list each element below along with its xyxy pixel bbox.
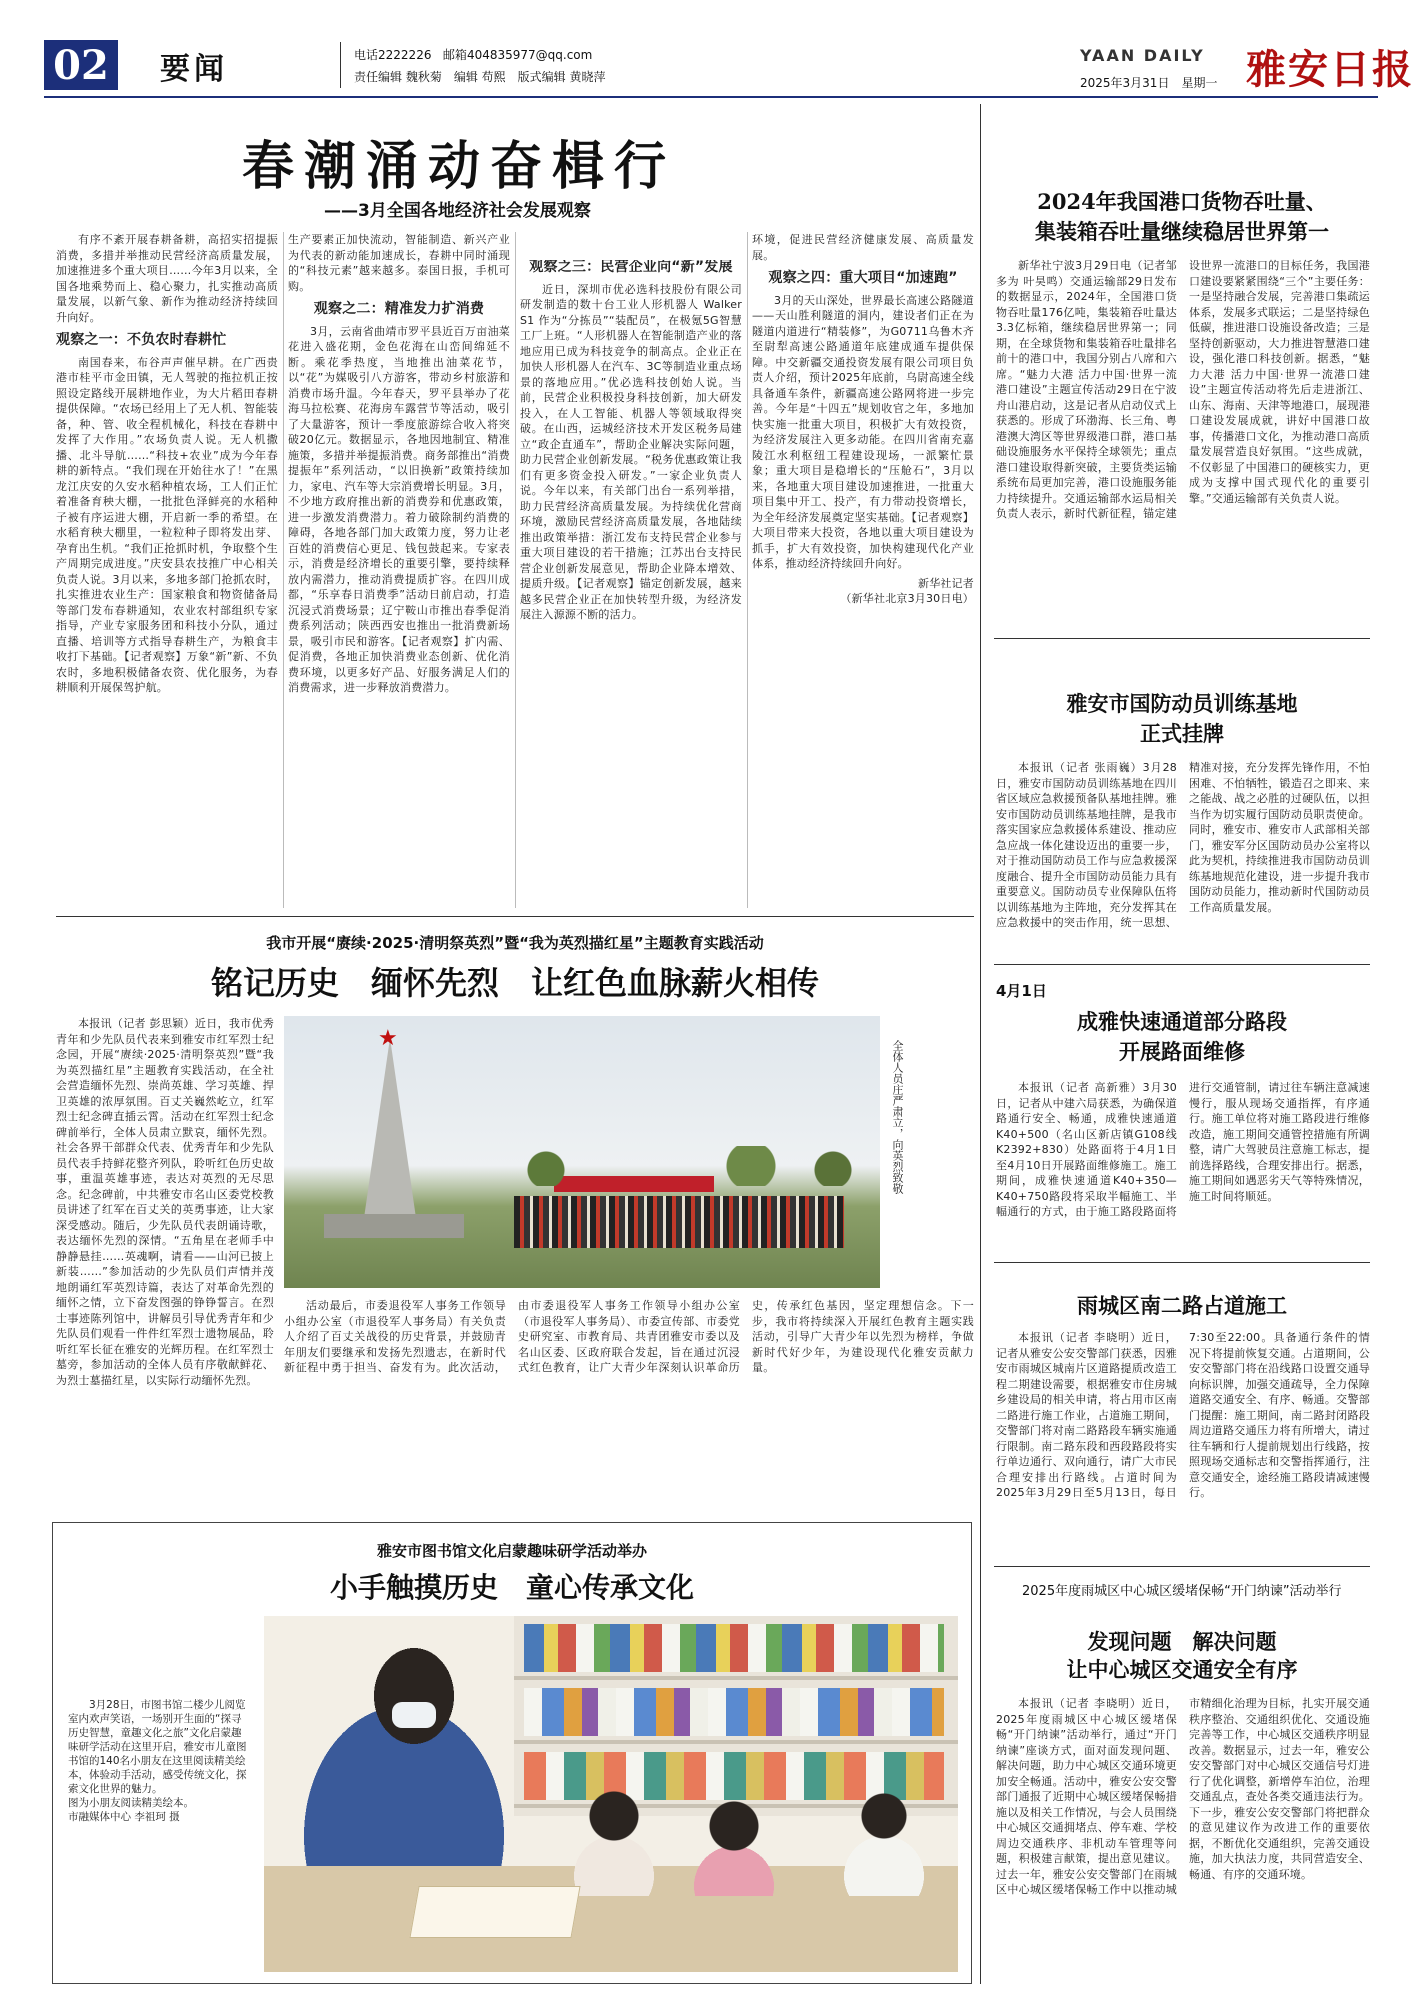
children bbox=[564, 1786, 944, 1896]
library-caption: 3月28日，市图书馆二楼少儿阅览室内欢声笑语，一场别开生面的“探寻历史智慧，童趣文化之旅”文化启蒙趣味研学活动在这里开启，雅安市儿童图书馆的140名小朋友在这里阅读精美绘本，体验动手活动，感受传统文化，探索文化世界的魅力。 图为小朋友阅读精美绘本。 市融媒体中心 李祖珂 摄 bbox=[68, 1699, 247, 1823]
lead-s4-intro: 环境，促进民营经济健康发展、高质量发展。 bbox=[752, 233, 974, 262]
traffic-title-1: 发现问题 解决问题 bbox=[1087, 1629, 1277, 1654]
ports-title-1: 2024年我国港口货物吞吐量、 bbox=[1037, 189, 1327, 214]
tel-label: 电话 bbox=[354, 48, 379, 62]
email-label: 邮箱 bbox=[442, 48, 467, 62]
email: 404835977@qq.com bbox=[466, 48, 593, 62]
open-book bbox=[409, 1886, 580, 1938]
lead-byline: 新华社记者 （新华社北京3月30日电） bbox=[840, 576, 974, 605]
remember-body-left-text: 本报讯（记者 彭思颖）近日，我市优秀青年和少先队员代表来到雅安市红军烈士纪念园，开展“赓续·2025·清明祭英烈”暨“我为英烈描红星”主题教育实践活动，在全社会营造缅怀先烈、崇尚英雄、学习英雄、捍卫英雄的浓厚氛围。百丈关巍然屹立，红军烈士纪念碑直插云霄。活动在红军烈士纪念碑前举行，全体人员肃立默哀，缅怀先烈。社会各界干部群众代表、优秀青年和少先队员代表手持鲜花整齐列队，聆听红色历史故事，重温英雄事迹，表达对英烈的无尽思念。纪念碑前，中共雅安市名山区委党校教员讲述了红军在百丈关的英勇事迹，让大家深受感动。随后，少先队员代表朗诵诗歌，表达缅怀先烈的深情。“五角星在老师手中静静悬挂……英魂啊，请看——山河已披上新装……”参加活动的少先队员们声情并茂地朗诵红军英烈诗篇，表达了对革命先烈的缅怀之情，立下奋发图强的铮铮誓言。在烈士事迹陈列馆中，讲解员引导优秀青年和少先队员们观看一件件红军烈士遗物展品，聆听红军长征在雅安的光辉历程。在红军烈士墓旁，参加活动的全体人员有序敬献鲜花、为烈士墓描红星，以实际行动缅怀先烈。 bbox=[56, 1017, 274, 1387]
traffic-title-2: 让中心城区交通安全有序 bbox=[1066, 1657, 1298, 1682]
lead-s2-intro: 生产要素正加快流动，智能制造、新兴产业为代表的新动能加速成长，春耕中同时涌现的“科技元素”越来越多。泰国日报，手机可购。 bbox=[288, 233, 510, 293]
paper-en: YAAN DAILY bbox=[1080, 46, 1205, 65]
lead-s3-body: 近日，深圳市优必选科技股份有限公司研发制造的数十台工业人形机器人 Walker S1 作为“分拣员”“装配员”，在极氪5G智慧工厂上班。“人形机器人在智能制造产业的落地应用已成为科技竞争的制高点。企业正在加快人形机器人在汽车、3C等制造业重点场景的落地应用。”优必选科技创始人说。当前，民营企业积极投身科技创新，加大研发投入，在人工智能、机器人等领域取得突破。在山西，运城经济技术开发区税务局建立“政企直通车”，帮助企业解决实际问题，助力民营企业创新发展。“税务优惠政策让我们有更多资金投入研发。”一家企业负责人说。今年以来，有关部门出台一系列举措，助力民营经济高质量发展。为持续优化营商环境，激励民营经济高质量发展，各地陆续推出政策举措：浙江发布支持民营企业参与重大项目建设的若干措施；江苏出台支持民营企业创新发展意见，帮助企业降本增效、提质升级。【记者观察】锚定创新发展，越来越多民营企业正在加快转型升级，为经济发展注入源源不断的活力。 bbox=[520, 282, 742, 621]
traffic-body bbox=[996, 1696, 1370, 1978]
crowd bbox=[514, 1196, 844, 1248]
road-body bbox=[996, 1080, 1370, 1252]
remember-kicker: 我市开展“赓续·2025·清明祭英烈”暨“我为英烈描红星”主题教育实践活动 bbox=[266, 934, 764, 952]
main-vertical-divider bbox=[980, 104, 981, 1984]
page-number: 02 bbox=[53, 42, 109, 89]
lead-col-1 bbox=[56, 232, 278, 908]
road-date-tag: 4月1日 bbox=[996, 982, 1047, 1000]
nanerlu-title: 雨城区南二路占道施工 bbox=[1077, 1293, 1287, 1318]
issue-date: 2025年3月31日 星期一 bbox=[1080, 76, 1218, 90]
lead-col-4 bbox=[752, 232, 974, 908]
contact-line bbox=[354, 46, 592, 63]
library-title: 小手触摸历史 童心传承文化 bbox=[329, 1571, 694, 1604]
lead-s4-title: 观察之四：重大项目“加速跑” bbox=[768, 270, 958, 286]
ports-body bbox=[996, 258, 1370, 630]
defense-body bbox=[996, 760, 1370, 956]
ports-body-text: 新华社宁波3月29日电（记者邹多为 叶昊鸣）交通运输部29日发布的数据显示，2024年，全国港口货物吞吐量176亿吨，集装箱吞吐量达3.3亿标箱，继续稳居世界第一；同期，在全球货物和集装箱吞吐量排名前十的港口中，我国分别占八席和六席。“魅力大港 活力中国·世界一流港口建设”主题宣传活动29日在宁波舟山港启动，这是记者从启动仪式上获悉的。形成了环渤海、长三角、粤港澳大湾区等世界级港口群，港口基础设施服务水平保持全球领先；重点港口建设取得新突破，主要货类运输系统布局更加完善，港口设施服务能力持续提升。交通运输部水运局相关负责人表示，新时代新征程，锚定建设世界一流港口的目标任务，我国港口建设要紧紧围绕“三个”主要任务：一是坚持融合发展，完善港口集疏运体系，发展多式联运；二是坚持绿色低碳，推进港口设施设备改造；三是坚持创新驱动，大力推进智慧港口建设，强化港口科技创新。据悉，“魅力大港 活力中国·世界一流港口建设”主题宣传活动将先后走进浙江、山东、海南、天津等地港口，展现港口建设发展成就，讲好中国港口故事，传播港口文化，为推动港口高质量发展营造良好氛围。“这些成就，不仅彰显了中国港口的硬核实力，更成为支撑中国式现代化的重要引擎。”交通运输部有关负责人说。 bbox=[996, 259, 1370, 520]
library-photo bbox=[264, 1616, 958, 1972]
editors-line: 责任编辑 魏秋菊 编辑 苟熙 版式编辑 黄晓萍 bbox=[354, 70, 606, 84]
lead-s1-title: 观察之一：不负农时春耕忙 bbox=[56, 332, 227, 348]
nanerlu-body bbox=[996, 1330, 1370, 1558]
defense-title-2: 正式挂牌 bbox=[1140, 721, 1224, 746]
defense-bottom-rule bbox=[994, 964, 1370, 965]
section-name: 要闻 bbox=[160, 52, 228, 87]
lead-s2-title: 观察之二：精准发力扩消费 bbox=[313, 301, 485, 317]
road-title-2: 开展路面维修 bbox=[1119, 1039, 1245, 1064]
remember-body-bottom-text: 活动最后，市委退役军人事务工作领导小组办公室（市退役军人事务局）有关负责人介绍了百丈关战役的历史背景，并鼓励青年朋友们要继承和发扬先烈遗志，在新时代新征程中勇于担当、奋发有为。此次活动，由市委退役军人事务工作领导小组办公室（市退役军人事务局）、市委宣传部、市委党史研究室、市教育局、共青团雅安市委以及名山区委、区政府联合发起，旨在通过沉浸式红色教育，让广大青少年深刻认识革命历史，传承红色基因，坚定理想信念。下一步，我市将持续深入开展红色教育主题实践活动，引导广大青少年以先烈为榜样，争做新时代好少年，为建设现代化雅安贡献力量。 bbox=[284, 1299, 974, 1374]
remember-body-bottom bbox=[284, 1298, 974, 1504]
lead-intro: 有序不紊开展春耕备耕，高招实招提振消费，多措并举推动民营经济高质量发展，加速推进多个重大项目……今年3月以来，全国各地乘势而上、稳心聚力，扎实推动高质量发展，以新气象、新作为推动经济持续回升向好。 bbox=[56, 233, 278, 324]
lead-s4-body: 3月的天山深处，世界最长高速公路隧道——天山胜利隧道的洞内，建设者们正在为隧道内道进行“精装修”，为G0711乌鲁木齐至尉犁高速公路通道年底建成通车提供保障。中交新疆交通投资发展有限公司项目负责人介绍，预计2025年底前，乌尉高速全线具备通车条件，新疆高速公路网将进一步完善。今年是“十四五”规划收官之年，多地加快实施一批重大项目，积极扩大有效投资，为经济发展注入更多动能。在四川省南充嘉陵江水利枢纽工程建设现场，一派繁忙景象；重大项目是稳增长的“压舱石”，3月以来，各地重大项目建设加速推进，一批重大项目集中开工、投产，有力带动投资增长，为全年经济发展奠定坚实基础。【记者观察】大项目带来大投资，各地以重大项目建设为抓手，扩大有效投资，加快构建现代化产业体系，推动经济持续回升向好。 bbox=[752, 293, 974, 570]
traffic-body-text: 本报讯（记者 李晓明）近日，2025年度雨城区中心城区缓堵保畅“开门纳谏”活动举行，通过“开门纳谏”座谈方式，面对面发现问题、解决问题，助力中心城区交通环境更加安全畅通。活动中，雅安公安交警部门通报了近期中心城区缓堵保畅措施以及相关工作情况，与会人员围绕中心城区交通拥堵点、停车难、学校周边交通秩序、非机动车管理等问题，积极建言献策，提出意见建议。过去一年，雅安公安交警部门在雨城区中心城区缓堵保畅工作中以推动城市精细化治理为目标，扎实开展交通秩序整治、交通组织优化、交通设施完善等工作，中心城区交通秩序明显改善。数据显示，过去一年，雅安公安交警部门对中心城区交通信号灯进行了优化调整，新增停车泊位，治理交通乱点，查处各类交通违法行为。下一步，雅安公安交警部门将把群众的意见建议作为改进工作的重要依据，不断优化交通组织，完善交通设施，加大执法力度，共同营造安全、畅通、有序的交通环境。 bbox=[996, 1697, 1370, 1896]
lead-col-2 bbox=[288, 232, 510, 908]
page-number-badge bbox=[44, 40, 118, 90]
defense-title-1: 雅安市国防动员训练基地 bbox=[1066, 691, 1298, 716]
paper-logo: 雅安日报 bbox=[1246, 46, 1414, 93]
library-kicker: 雅安市图书馆文化启蒙趣味研学活动举办 bbox=[376, 1542, 647, 1560]
remember-title: 铭记历史 缅怀先烈 让红色血脉薪火相传 bbox=[210, 964, 819, 1002]
traffic-kicker: 2025年度雨城区中心城区缓堵保畅“开门纳谏”活动举行 bbox=[1022, 1584, 1342, 1599]
lead-s2-body: 3月，云南省曲靖市罗平县近百万亩油菜花进入盛花期，金色花海在山峦间绵延不断。乘花季热度，当地推出油菜花节，以“花”为媒吸引八方游客，带动乡村旅游和消费市场升温。今年春天，罗平县举办了花海马拉松赛、花海房车露营节等活动，吸引了大量游客，预计一季度旅游综合收入将突破20亿元。数据显示，各地因地制宜、精准施策，多措并举提振消费。商务部推出“消费提振年”系列活动，“以旧换新”政策持续加力，家电、汽车等大宗消费增长明显。3月，不少地方政府推出新的消费券和优惠政策，进一步激发消费潜力。着力破除制约消费的障碍，各地各部门加大政策力度，努力让老百姓的消费信心更足、钱包鼓起来。专家表示，消费是经济增长的重要引擎，要持续释放内需潜力，推动消费提质扩容。在四川成都，“乐享春日消费季”活动日前启动，打造沉浸式消费场景；辽宁鞍山市推出春季促消费系列活动；陕西西安也推出一批消费新场景，吸引市民和游客。【记者观察】扩内需、促消费，各地正加快消费业态创新、优化消费环境，以更多好产品、好服务满足人们的消费需求，进一步释放消费潜力。 bbox=[288, 324, 510, 694]
lead-subtitle: ——3月全国各地经济社会发展观察 bbox=[324, 201, 591, 221]
col-divider bbox=[283, 232, 284, 908]
road-body-text: 本报讯（记者 高新雅）3月30日，记者从中建六局获悉，为确保道路通行安全、畅通，成雅快速通道K40+500（名山区新店镇G108线K2392+830）处路面将于4月1日至4月10日开展路面维修施工。施工期间，成雅快速通道K40+350—K40+750路段将采取半幅施工、半幅通行的方式，由于施工路段路面将进行交通管制，请过往车辆注意减速慢行，服从现场交通指挥，有序通行。施工单位将对施工路段进行维修改造，施工期间交通管控措施有所调整，请广大驾驶员注意施工标志，提前选择路线，合理安排出行。据悉，施工期间如遇恶劣天气等特殊情况，施工时间将顺延。 bbox=[996, 1081, 1370, 1218]
trees bbox=[464, 1146, 874, 1186]
remember-body-left bbox=[56, 1016, 274, 1504]
monument-photo bbox=[284, 1016, 880, 1288]
nanerlu-body-text: 本报讯（记者 李晓明）近日，记者从雅安公安交警部门获悉，因雅安市雨城区城南片区道路提质改造工程二期建设需要，根据雅安市住房城乡建设局的相关申请，将占用市区南二路进行施工作业，占道施工期间，交警部门将对南二路路段车辆实施通行限制。南二路东段和西段路段将实行单边通行、双向通行，请广大市民合理安排出行路线。占道时间为2025年3月29日至5月13日，每日7:30至22:00。具备通行条件的情况下将提前恢复交通。占道期间，公安交警部门将在沿线路口设置交通导向标识牌，加强交通疏导，全力保障道路交通安全、有序、畅通。交警部门提醒：施工期间，南二路封闭路段周边道路交通压力将有所增大，请过往车辆和行人提前规划出行线路，按照现场交通标志和交警指挥通行，注意交通安全，途经施工路段请减速慢行。 bbox=[996, 1331, 1370, 1499]
masthead-divider bbox=[340, 42, 341, 88]
road-title-1: 成雅快速通道部分路段 bbox=[1077, 1009, 1287, 1034]
defense-body-text: 本报讯（记者 张雨巍）3月28日，雅安市国防动员训练基地在四川省区域应急救援预备队基地挂牌。雅安市国防动员训练基地挂牌，是我市落实国家应急救援体系建设、推动应急应战一体化建设迈出的重要一步，对于推动国防动员工作与应急救援深度融合、提升全市国防动员能力具有重要意义。国防动员专业保障队伍将以训练基地为主阵地，充分发挥其在应急救援中的突击作用，统一思想、精准对接，充分发挥先锋作用，不怕困难、不怕牺牲，锻造召之即来、来之能战、战之必胜的过硬队伍，以担当作为切实履行国防动员职责使命。同时，雅安市、雅安市人武部相关部门，雅安军分区国防动员办公室将以此为契机，持续推进我市国防动员训练基地规范化建设，进一步提升我市国防动员能力，推动新时代国防动员工作高质量发展。 bbox=[996, 761, 1370, 929]
teacher-mask bbox=[392, 1702, 436, 1728]
ports-title-2: 集装箱吞吐量继续稳居世界第一 bbox=[1035, 219, 1329, 244]
col-divider bbox=[515, 232, 516, 908]
monument-caption: 全体人员庄严肃立，向英烈致敬 bbox=[891, 1040, 904, 1194]
tel: 2222226 bbox=[378, 48, 432, 62]
road-bottom-rule bbox=[994, 1262, 1370, 1263]
nanerlu-bottom-rule bbox=[994, 1566, 1370, 1567]
lead-bottom-rule bbox=[56, 916, 974, 917]
lead-s1-body: 南国春来，布谷声声催早耕。在广西贵港市桂平市金田镇，无人驾驶的拖拉机正按照设定路线开展耕地作业，为大片稻田春耕提供保障。“农场已经用上了无人机、智能装备，种、管、收全程机械化，科技在春耕中发挥了大作用。”农场负责人说。无人机撒播、北斗导航……“科技+农业”成为今年春耕的新特点。“我们现在开始往水了！”在黑龙江庆安的久安水稻种植农场，工人们正忙着准备育秧大棚，一批批色泽鲜亮的水稻种子被有序运进大棚，开启新一季的希望。在水稻育秧大棚里，一粒粒种子即将发出芽、孕育出生机。“我们正抢抓时机，争取整个生产周期完成进度。”庆安县农技推广中心相关负责人说。3月以来，多地多部门抢抓农时，扎实推进农业生产：国家粮食和物资储备局等部门发布春耕通知，农业农村部组织专家指导，产业专家服务团和科技小分队，通过直播、培训等方式指导春耕生产，为粮食丰收打下基础。【记者观察】万象“新”新、不负农时，多地积极储备农资、优化服务，为春耕顺利开展保驾护航。 bbox=[56, 355, 278, 694]
ports-bottom-rule bbox=[994, 638, 1370, 639]
col-divider bbox=[747, 232, 748, 908]
masthead-rule bbox=[44, 96, 1378, 98]
monument-base bbox=[324, 1214, 464, 1238]
lead-col-3 bbox=[520, 260, 742, 908]
lead-s3-title: 观察之三：民营企业向“新”发展 bbox=[529, 260, 733, 275]
red-star-icon: ★ bbox=[378, 1026, 398, 1051]
lead-title: 春潮涌动奋楫行 bbox=[242, 136, 677, 197]
monument-obelisk bbox=[364, 1038, 416, 1218]
